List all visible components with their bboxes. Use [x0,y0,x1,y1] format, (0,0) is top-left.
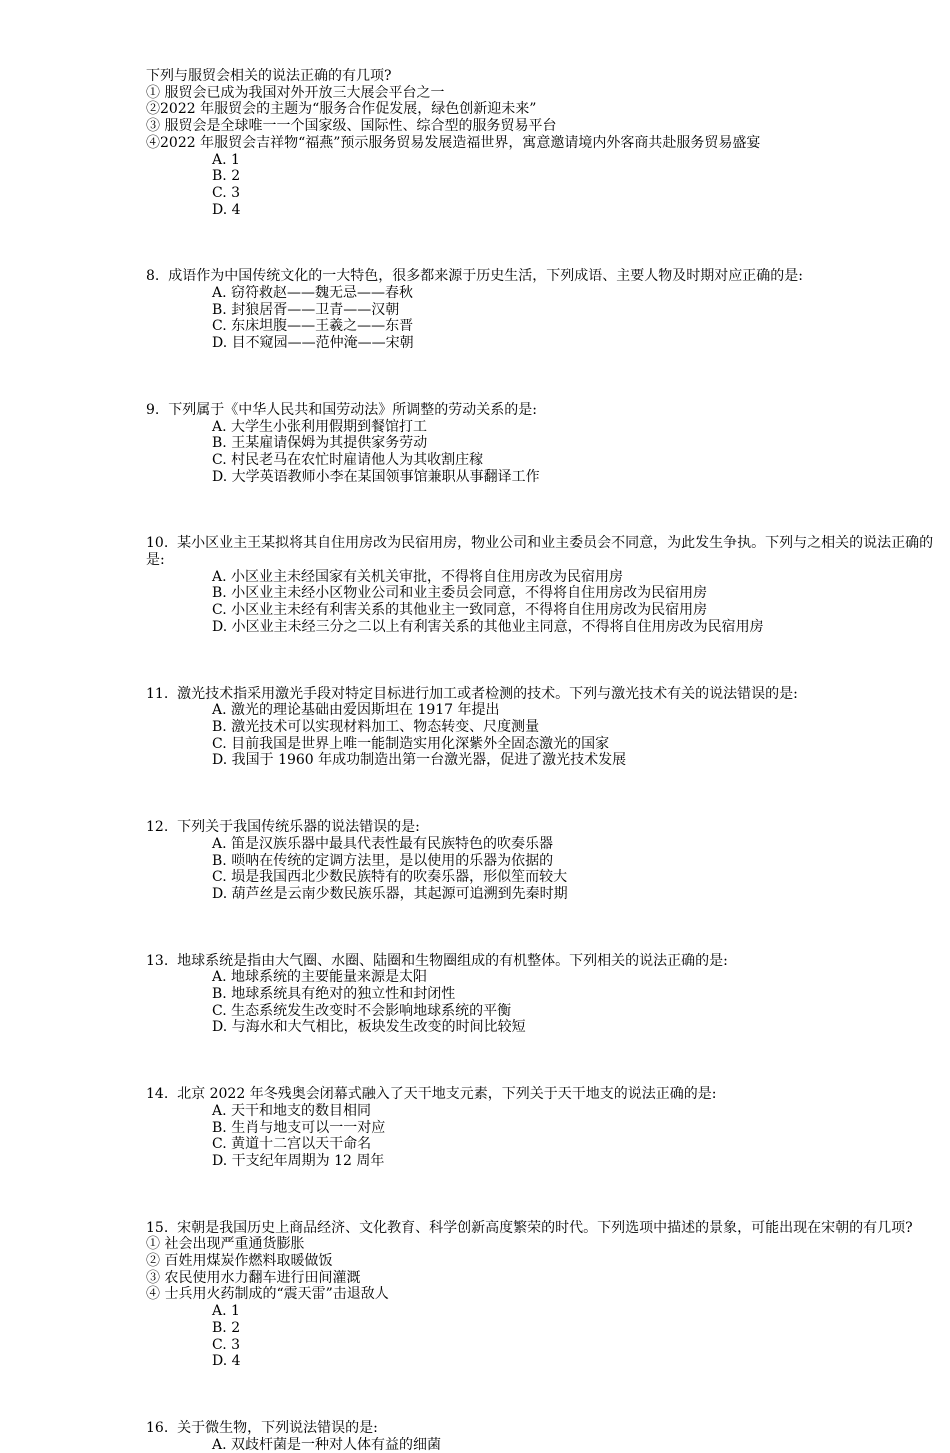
question-7 [146,68,946,218]
statement: ③ 服贸会是全球唯一一个国家级、国际性、综合型的服务贸易平台 [146,118,557,135]
option-c: C. 目前我国是世界上唯一能制造实用化深紫外全固态激光的国家 [212,735,610,752]
option-d: D. 干支纪年周期为 12 周年 [212,1152,385,1169]
question-11 [146,686,946,770]
question-stem: 12. 下列关于我国传统乐器的说法错误的是: [146,819,420,836]
question-13 [146,953,946,1037]
statement: ② 百姓用煤炭作燃料取暖做饭 [146,1253,333,1270]
option-b: B. 激光技术可以实现材料加工、物态转变、尺度测量 [212,718,540,735]
option-d: D. 与海水和大气相比，板块发生改变的时间比较短 [212,1019,526,1036]
option-c: C. 生态系统发生改变时不会影响地球系统的平衡 [212,1002,512,1019]
document-page [146,68,946,1453]
option-a: A. 小区业主未经国家有关机关审批，不得将自住用房改为民宿用房 [212,568,624,585]
question-8 [146,268,946,352]
statement: ① 社会出现严重通货膨胀 [146,1236,305,1253]
question-stem: 13. 地球系统是指由大气圈、水圈、陆圈和生物圈组成的有机整体。下列相关的说法正确的是: [146,952,728,969]
option-a: A. 1 [212,1303,240,1320]
option-b: B. 生肖与地支可以一一对应 [212,1119,386,1136]
option-b: B. 唢呐在传统的定调方法里，是以使用的乐器为依据的 [212,852,554,869]
statement: ③ 农民使用水力翻车进行田间灌溉 [146,1269,361,1286]
question-stem: 10. 某小区业主王某拟将其自住用房改为民宿用房，物业公司和业主委员会不同意，为此发生争执。下列与之相关的说法正确的是: [146,535,934,569]
option-a: A. 笛是汉族乐器中最具代表性最有民族特色的吹奏乐器 [212,835,554,852]
option-c: C. 小区业主未经有利害关系的其他业主一致同意，不得将自住用房改为民宿用房 [212,602,708,619]
statement: ① 服贸会已成为我国对外开放三大展会平台之一 [146,84,445,101]
option-c: C. 黄道十二宫以天干命名 [212,1136,372,1153]
question-stem: 8. 成语作为中国传统文化的一大特色，很多都来源于历史生活，下列成语、主要人物及时期对应正确的是: [146,268,803,285]
option-a: A. 地球系统的主要能量来源是太阳 [212,969,428,986]
question-9 [146,402,946,486]
option-a: A. 天干和地支的数目相同 [212,1102,372,1119]
question-stem: 下列与服贸会相关的说法正确的有几项? [146,68,392,84]
question-stem: 11. 激光技术指采用激光手段对特定目标进行加工或者检测的技术。下列与激光技术有关的说法错误的是: [146,685,798,702]
statement: ②2022 年服贸会的主题为“服务合作促发展，绿色创新迎未来” [146,101,537,118]
option-b: B. 2 [212,1319,241,1336]
question-10 [146,535,946,635]
option-b: B. 2 [212,168,241,185]
question-14 [146,1086,946,1170]
question-12 [146,819,946,903]
option-d: D. 目不窥园——范仲淹——宋朝 [212,335,414,352]
question-stem: 9. 下列属于《中华人民共和国劳动法》所调整的劳动关系的是: [146,401,537,418]
option-b: B. 地球系统具有绝对的独立性和封闭性 [212,986,456,1003]
option-a: A. 窃符救赵——魏无忌——春秋 [212,285,414,302]
question-stem: 15. 宋朝是我国历史上商品经济、文化教育、科学创新高度繁荣的时代。下列选项中描述的景象，可能出现在宋朝的有几项? [146,1219,913,1236]
question-stem: 14. 北京 2022 年冬残奥会闭幕式融入了天干地支元素，下列关于天干地支的说法正确的是: [146,1086,717,1103]
option-c: C. 村民老马在农忙时雇请他人为其收割庄稼 [212,451,484,468]
option-b: B. 小区业主未经小区物业公司和业主委员会同意，不得将自住用房改为民宿用房 [212,585,708,602]
option-a: A. 大学生小张利用假期到餐馆打工 [212,418,428,435]
question-15 [146,1220,946,1370]
option-c: C. 3 [212,184,241,201]
option-d: D. 4 [212,201,241,218]
option-c: C. 东床坦腹——王羲之——东晋 [212,318,414,335]
option-d: D. 葫芦丝是云南少数民族乐器，其起源可追溯到先秦时期 [212,885,568,902]
option-a: A. 激光的理论基础由爱因斯坦在 1917 年提出 [212,702,500,719]
option-d: D. 4 [212,1353,241,1370]
statement: ④ 士兵用火药制成的“震天雷”击退敌人 [146,1286,389,1303]
option-b: B. 王某雇请保姆为其提供家务劳动 [212,435,428,452]
option-c: C. 3 [212,1336,241,1353]
option-b: B. 封狼居胥——卫青——汉朝 [212,301,400,318]
option-c: C. 埙是我国西北少数民族特有的吹奏乐器，形似笙而较大 [212,869,568,886]
question-stem: 16. 关于微生物，下列说法错误的是: [146,1419,378,1436]
option-a: A. 1 [212,151,240,168]
option-a: A. 双歧杆菌是一种对人体有益的细菌 [212,1436,442,1453]
statement: ④2022 年服贸会吉祥物“福燕”预示服务贸易发展造福世界，寓意邀请境内外客商共赴服务贸易盛宴 [146,134,761,151]
option-d: D. 大学英语教师小李在某国领事馆兼职从事翻译工作 [212,468,540,485]
question-16 [146,1420,946,1453]
option-d: D. 小区业主未经三分之二以上有利害关系的其他业主同意，不得将自住用房改为民宿用房 [212,618,764,635]
option-d: D. 我国于 1960 年成功制造出第一台激光器，促进了激光技术发展 [212,752,627,769]
